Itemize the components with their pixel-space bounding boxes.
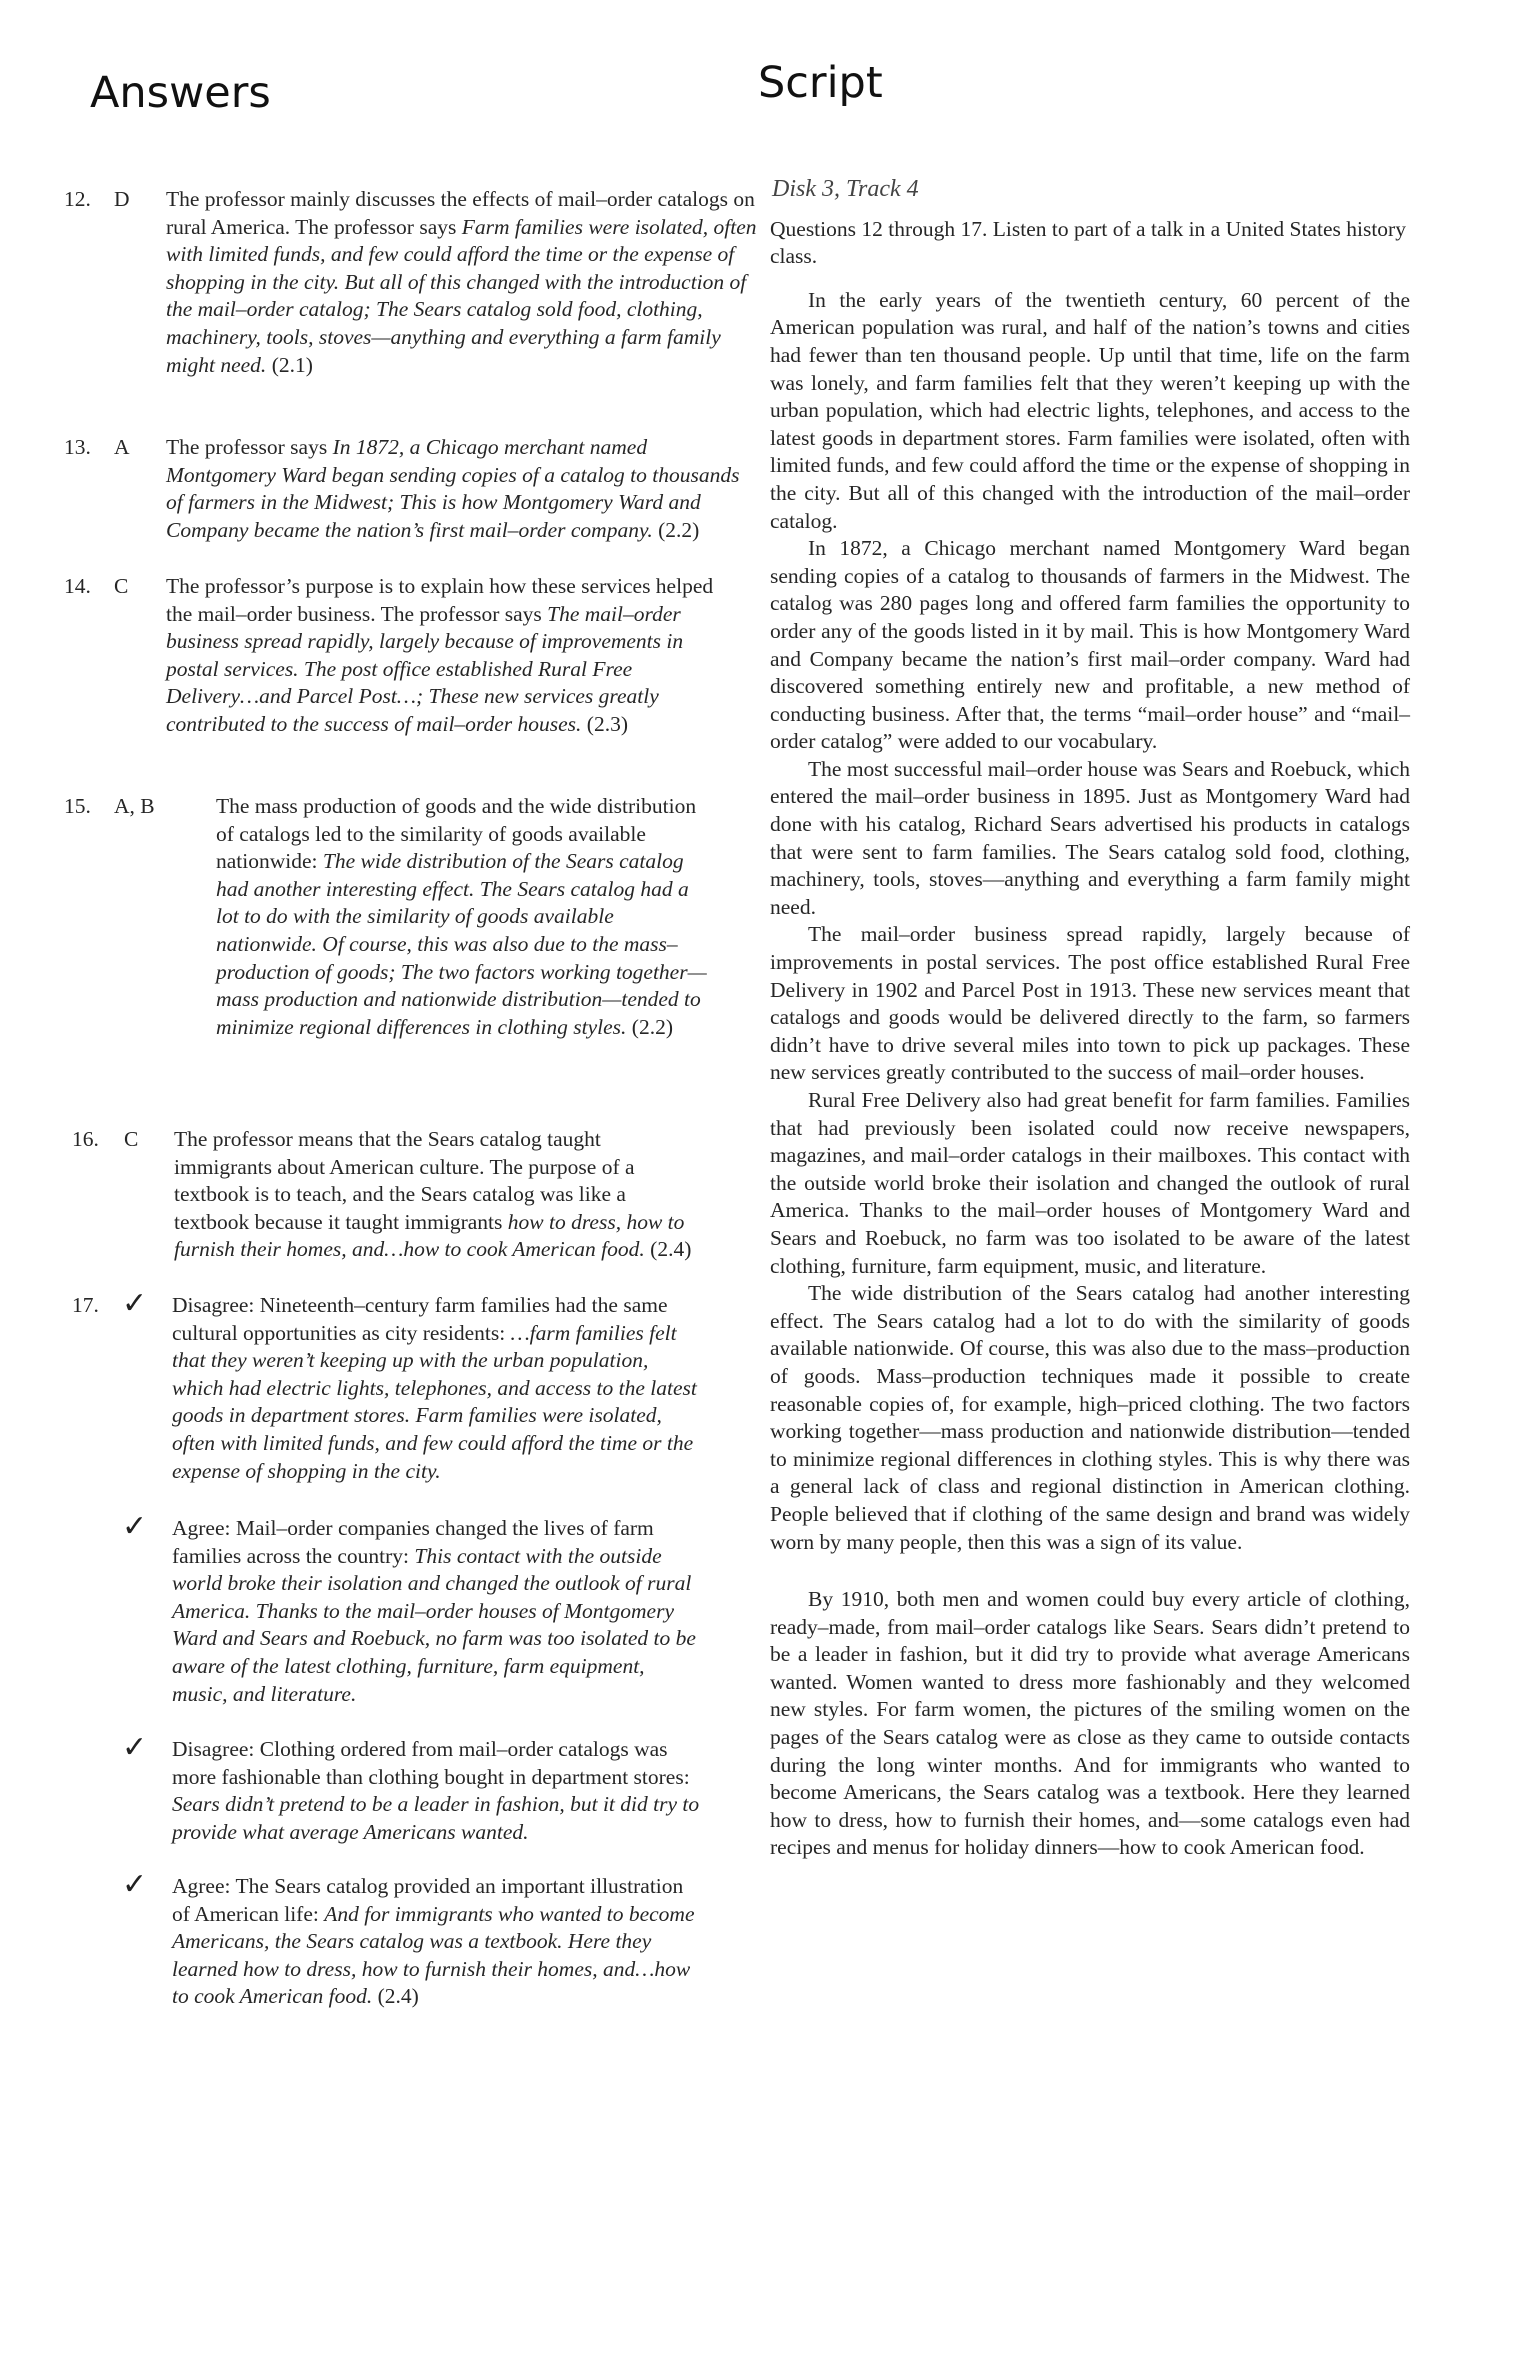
answer-explanation: The professor’s purpose is to explain how these services helped the mail–order business. The professor says The mail–order business spread rapidly, largely because of improvements in postal services. The post office established Rural Free Delivery…and Parcel Post…; These new services greatly contributed to the success of mail–order houses. (2.3) [166,574,714,736]
script-paragraph: In 1872, a Chicago merchant named Montgomery Ward began sending copies of a catalog to thousands of farmers in the Midwest. The catalog was 280 pages long and offered farm families the opportunity to order any of the goods listed in it by mail. This is how Montgomery Ward and Company became the nation’s first mail–order company. Ward had discovered something entirely new and profitable, a new method of conducting business. After that, the terms “mail–order house” and “mail–order catalog” were added to our vocabulary. [770,536,1410,754]
agreement-statement-1: Disagree: Nineteenth–century farm families had the same cultural opportunities as city residents: …farm families felt that they weren’t keeping up with the urban population, which had electric lights, telephones, and access to the latest goods in department stores. Farm families were isolated, often with limited funds, and few could afford the time or the expense of shopping in the city. [172,1293,697,1483]
script-paragraph: Rural Free Delivery also had great benefit for farm families. Families that had previously been isolated could now receive newspapers, magazines, and mail–order catalogs in their mailboxes. This contact with the outside world broke their isolation and changed the outlook of rural America. Thanks to the mail–order houses of Montgomery Ward and Sears and Roebuck, no farm was too isolated to be aware of the latest clothing, furniture, farm equipment, music, and literature. [770,1088,1410,1278]
agreement-statement-4: Agree: The Sears catalog provided an important illustration of American life: And for immigrants who wanted to become Americans, the Sears catalog was a textbook. Here they learned how to dress, how to furnish their homes, and…how to cook American food. (2.4) [172,1874,695,2009]
check-mark-icon: ✓ [122,1731,148,1764]
answer-letter: A, B [114,794,155,818]
answer-number: 12. [64,187,91,211]
answer-explanation: The professor mainly discusses the effects of mail–order catalogs on rural America. The professor says Farm families were isolated, often with limited funds, and few could afford the time or the expense of shopping in the city. But all of this changed with the introduction of the mail–order catalog; The Sears catalog sold food, clothing, machinery, tools, stoves—anything and everything a farm family might need. (2.1) [166,187,757,377]
script-intro: Questions 12 through 17. Listen to part of a talk in a United States history class. [770,216,1406,269]
script-paragraph: The most successful mail–order house was Sears and Roebuck, which entered the mail–order business in 1895. Just as Montgomery Ward had done with his catalog, Richard Sears advertised his products in catalogs that were sent to farm families. The Sears catalog sold food, clothing, machinery, tools, stoves—anything and everything a farm family might need. [770,756,1410,919]
agreement-statement-3: Disagree: Clothing ordered from mail–order catalogs was more fashionable than clothing bought in department stores: Sears didn’t pretend to be a leader in fashion, but it did try to provide what average Americans wanted. [172,1737,700,1844]
check-mark-icon: ✓ [122,1510,148,1543]
answer-letter: C [114,574,129,598]
answers-heading: Answers [90,68,271,118]
check-mark-icon: ✓ [122,1287,148,1320]
answer-letter: A [114,435,130,459]
disk-track-label: Disk 3, Track 4 [772,176,919,202]
answer-letter: C [124,1127,139,1151]
answer-explanation: The professor means that the Sears catalog taught immigrants about American culture. The purpose of a textbook is to teach, and the Sears catalog was like a textbook because it taught immigrants how to dress, how to furnish their homes, and…how to cook American food. (2.4) [174,1127,692,1262]
script-paragraph: The mail–order business spread rapidly, largely because of improvements in postal services. The post office established Rural Free Delivery in 1902 and Parcel Post in 1913. These new services meant that catalogs and goods would be delivered directly to the farm, so farmers didn’t have to drive several miles into town to pick up packages. These new services greatly contributed to the success of mail–order houses. [770,922,1410,1085]
agreement-statement-2: Agree: Mail–order companies changed the lives of farm families across the country: This contact with the outside world broke their isolation and changed the outlook of rural America. Thanks to the mail–order houses of Montgomery Ward and Sears and Roebuck, no farm was too isolated to be aware of the latest clothing, furniture, farm equipment, music, and literature. [172,1516,696,1706]
answer-explanation: The mass production of goods and the wide distribution of catalogs led to the similarity of goods available nationwide: The wide distribution of the Sears catalog had another interesting effect. The Sears catalog had a lot to do with the similarity of goods available nationwide. Of course, this was also due to the mass–production of goods; The two factors working together—mass production and nationwide distribution—tended to minimize regional differences in clothing styles. (2.2) [216,794,707,1039]
script-heading: Script [758,58,883,108]
script-paragraph: The wide distribution of the Sears catalog had another interesting effect. The Sears catalog had a lot to do with the similarity of goods available nationwide. Of course, this was also due to the mass–production of goods. Mass–production techniques made it possible to create reasonable copies of, for example, high–priced clothing. The two factors working together—mass production and nationwide distribution—tended to minimize regional differences in clothing styles. This is why there was a general lack of class and regional distinction in American clothing. People believed that if clothing of the same design and brand was widely worn by many people, then this was a sign of its value. [770,1281,1410,1554]
answer-number: 15. [64,794,91,818]
answer-number: 13. [64,435,91,459]
script-paragraph: By 1910, both men and women could buy every article of clothing, ready–made, from mail–order catalogs like Sears. Sears didn’t pretend to be a leader in fashion, but it did try to provide what average Americans wanted. Women wanted to dress more fashionably and they welcomed new styles. For farm women, the pictures of the smiling women on the pages of the Sears catalog were as close as they came to outside contacts during the long winter months. And for immigrants who wanted to become Americans, the Sears catalog was a textbook. Here they learned how to dress, how to furnish their homes, and—some catalogs even had recipes and menus for holiday dinners—how to cook American food. [770,1587,1410,1860]
answer-number: 17. [72,1293,99,1317]
check-mark-icon: ✓ [122,1868,148,1901]
script-column [770,176,1410,1862]
script-paragraph: In the early years of the twentieth century, 60 percent of the American population was rural, and half of the nation’s towns and cities had fewer than ten thousand people. Up until that time, life on the farm was lonely, and farm families felt that they weren’t keeping up with the urban population, which had electric lights, telephones, and access to the latest goods in department stores. Farm families were isolated, often with limited funds, and few could afford the time or the expense of shopping in the city. But all of this changed with the introduction of the mail–order catalog. [770,287,1410,533]
answer-explanation: The professor says In 1872, a Chicago merchant named Montgomery Ward began sending copies of a catalog to thousands of farmers in the Midwest; This is how Montgomery Ward and Company became the nation’s first mail–order company. (2.2) [166,435,740,542]
answer-letter: D [114,187,130,211]
answer-number: 16. [72,1127,99,1151]
answer-number: 14. [64,574,91,598]
